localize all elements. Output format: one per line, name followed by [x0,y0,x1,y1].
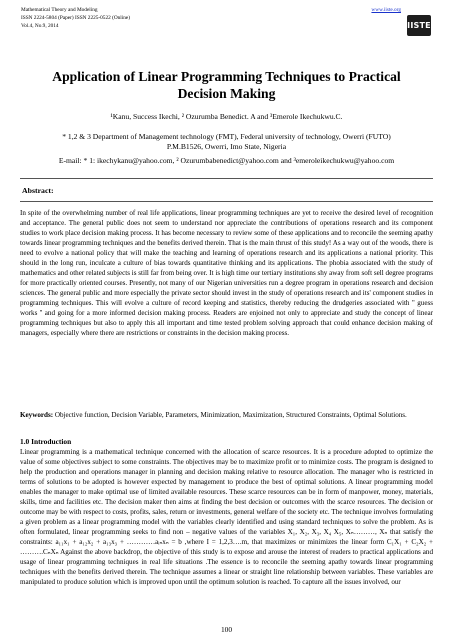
journal-header [21,7,130,30]
affiliation-line-2: P.M.B1526, Owerri, Imo State, Nigeria [166,142,287,151]
author-emails: E-mail: * 1: ikechykanu@yahoo.com, ² Ozurumbabenedict@yahoo.com and ³emeroleikechukwu@yahoo.com [58,156,395,165]
page-number: 100 [220,625,233,634]
keywords [20,410,433,420]
abstract-heading: Abstract: [22,186,54,195]
journal-name: Mathematical Theory and Modeling [21,7,98,13]
affiliation [20,132,433,152]
paper-title: Application of Linear Programming Techniques to Practical Decision Making [52,69,401,101]
author-list: ¹Kanu, Success Ikechi, ² Ozurumba Benedict. A and ³Emerole Ikechukwu.C. [110,112,343,121]
affiliation-line-1: * 1,2 & 3 Department of Management technology (FMT), Federal university of technology, Owerri (FUTO) [62,132,391,141]
abstract-body: In spite of the overwhelming number of real life applications, linear programming techniques are yet to receive the desired level of recognition and acceptance. The general public does not seem to understand nor appreciate the contributions of operations research and its component studies to work place decision making process. It has become necessary to review some of these applications and to reconcile the seeming apathy towards linear programming techniques and the benefits derived therein. That is the main thrust of this study! As a way out of the woods, there is need to evolve a national policy that will make the teaching and learning of operations research and its applications a national priority. This should in the long run, inculcate a culture of bias towards quantitative thinking and its applications. The phobia associated with the study of mathematics and other related subjects is still far from being over. It is high time our tertiary institutions shy away from soft sell degree programs for more practically oriented courses. Presently, not many of our Nigerian universities run a degree program in operations research and decision sciences. The general public and more especially the private sector should invest in the study of operations research and its' component studies in programming techniques. This will evolve a culture of record keeping and statistics, thereby reducing the drudgeries associated with '' guess works '' and going for a more informed decision making process. Readers are enjoined not only to appreciate and study the concept of linear programming techniques but also to apply this all important and time tested problem solving approach that could enhance decision making of managers, especially where there are restrictions or constraints in the decision making process. [20,209,433,337]
iiste-logo: IISTE [407,15,431,36]
keywords-label: Keywords: [20,411,54,419]
journal-url-link[interactable]: www.iiste.org [371,7,401,13]
section-heading-introduction: 1.0 Introduction [20,437,72,446]
abstract-divider [20,178,433,202]
journal-url-block [371,7,401,15]
issn-line: ISSN 2224-5804 (Paper) ISSN 2225-0522 (Online) [21,14,131,21]
introduction-body: Linear programming is a mathematical technique concerned with the allocation of scarce resources. It is a procedure adopted to optimize the value of some objectives subject to some constraints. The objectives may be to maximize profit or to minimize costs. The program is designed to help the production and operations manager in planning and decision making relative to resource allocation. The manager who is restricted in terms of solutions to be adopted is however expected by management to produce the best of optimal solutions. A linear programming model enables the manager to make optimal use of limited available resources. These scarce resources can be in form of manpower, money, materials, skills, time and facilities etc. The decision maker then aims at finding the best decision or outcomes with the scarce resources. The decision or outcome may be with respect to costs, profits, sales, return or investments, general welfare of the society etc. The technique involves formulating a given problem as a linear programming model with the variables clearly identified and using standard techniques to solve the problem. As is often formulated, linear programming seeks to find non – negative values of the variables X₁, X₂, X₃, X₄ X₅, Xₙ………, Xₙ that satisfy the constraints: a₁₁x₁ + a₁₂x₂ + a₁₃x₃ + …………aᵢₙxₙ = b ,where I = 1,2,3….m, that maximizes or minimizes the linear form C₁X₁ + C₂X₂ + ……….CₙXₙ Against the above backdrop, the objective of this study is to expose and arouse the interest of readers to practical applications and usage of linear programming techniques in real life situations .The essence is to reconcile the seeming apathy towards linear programming techniques with the benefits derived therein. The technique assumes a linear or straight line relationship between variables. These variables are manipulated to produce solution which is improved upon until the optimum solution is reached. To capture all the issues involved, our [20,448,433,586]
volume-line: Vol.4, No.9, 2014 [21,22,59,29]
keywords-list: Objective function, Decision Variable, Parameters, Minimization, Maximization, Structured Constraints, Optimal Solutions. [54,411,407,419]
